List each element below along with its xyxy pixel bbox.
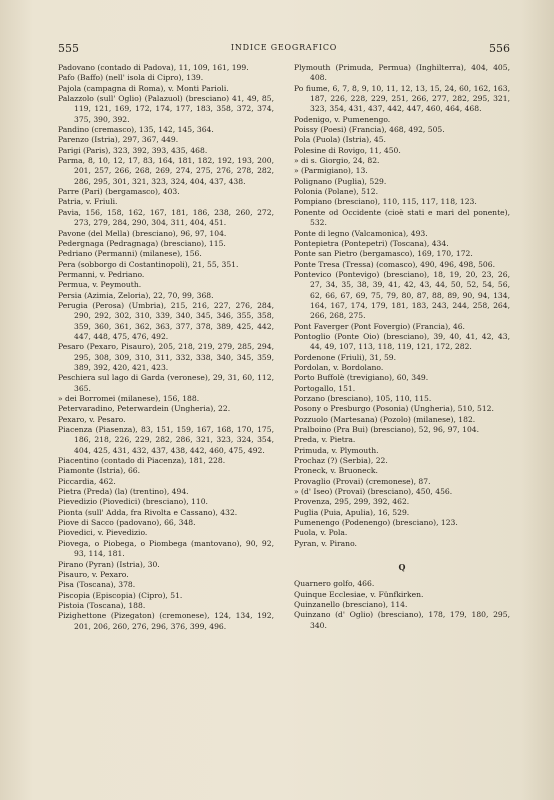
index-entry: Pont Faverger (Pont Fovergio) (Francia), 46. [294,321,465,331]
index-entry: Perugia (Perosa) (Umbria), 215, 216, 227, 276, 284, 290, 292, 302, 310, 339, 340, 345, 346, 355, 358, 359, 360, 361, 362, 363, 377, 378, 389, 425, 442, 447, 448, 475, 476, 492. [58,300,274,341]
index-entry: Parenzo (Istria), 297, 367, 449. [58,135,179,145]
index-entry: Quinzano (d' Oglio) (bresciano), 178, 179, 180, 295, 340. [294,610,510,630]
index-entry: Polignano (Puglia), 529. [294,176,387,186]
index-entry: Petervaradino, Peterwardein (Ungheria), 22. [58,404,231,414]
index-entry: Piamonte (Istria), 66. [58,466,141,476]
index-entry: » (Parmigiano), 13. [294,166,368,176]
running-title: INDICE GEOGRAFICO [230,43,338,52]
index-entry: Patria, v. Friuli. [58,197,118,207]
index-entry: » di s. Giorgio, 24, 82. [294,156,380,166]
index-entry: Parma, 8, 10, 12, 17, 83, 164, 181, 182, 192, 193, 200, 201, 257, 266, 268, 269, 274, 275, 276, 278, 282, 286, 295, 301, 321, 323, 324, 404, 437, 438. [58,156,274,186]
index-entry: Quarnero golfo, 466. [294,579,375,589]
index-entry: Persia (Azimia, Zeloria), 22, 70, 99, 368. [58,290,214,300]
index-entry: Porto Buffolè (trevigiano), 60, 349. [294,373,429,383]
index-entry: Plymouth (Primuda, Permua) (Inghilterra), 404, 405, 408. [294,63,510,83]
index-entry: Porzano (bresciano), 105, 110, 115. [294,394,432,403]
index-entry: Parigi (Paris), 323, 392, 393, 435, 468. [58,145,208,155]
index-entry: Pistoia (Toscana), 188. [58,600,146,610]
index-entry: Podenigo, v. Pumenengo. [294,114,391,124]
index-entry: Piovedici, v. Pievedizio. [58,528,148,538]
index-entry: Pompiano (bresciano), 110, 115, 117, 118, 123. [294,197,477,207]
index-entry: Piacenza (Piasenza), 83, 151, 159, 167, 168, 170, 175, 186, 218, 226, 229, 282, 286, 321, 323, 324, 354, 404, 425, 431, 432, 437, 438, 442, 460, 475, 492. [58,425,274,455]
index-entry: Ponte san Pietro (bergamasco), 169, 170, 172. [294,249,473,259]
index-entry: Primuda, v. Plymouth. [294,445,379,455]
section-letter-q: Q [398,562,406,573]
index-entry: Piovega, o Piobega, o Piombega (mantovano), 90, 92, 93, 114, 181. [58,538,274,559]
index-entry: Pisa (Toscana), 378. [58,580,136,590]
index-entry: Pafo (Baffo) (nell' isola di Cipro), 139. [58,73,204,83]
index-entry: Preda, v. Pietra. [294,435,356,445]
left-column [58,63,274,632]
index-entry: Pontepietra (Pontepetri) (Toscana), 434. [294,238,449,248]
index-entry: Provenza, 295, 299, 392, 462. [294,497,410,507]
index-entry: Piscopia (Episcopia) (Cipro), 51. [58,590,183,600]
index-entry: Pontevico (Pontevigo) (bresciano), 18, 19, 20, 23, 26, 27, 34, 35, 38, 39, 41, 42, 43, 44, 50, 52, 54, 56, 62, 66, 67, 69, 75, 79, 80, 87, 88, 89, 90, 94, 134, 164, 167, 174, 179, 181, 183, 243, 244, 258, 264, 266, 268, 275. [294,269,510,321]
index-entry: Pedriano (Permanni) (milanese), 156. [58,249,202,259]
index-entry: » dei Borromei (milanese), 156, 188. [58,394,200,403]
index-entry: Pola (Puola) (Istria), 45. [294,135,386,145]
index-entry: Puola, v. Pola. [294,528,348,538]
page-number-right: 556 [489,42,510,55]
index-entry: Parre (Pari) (bergamasco), 403. [58,187,180,197]
index-entry: Pandino (cremasco), 135, 142, 145, 364. [58,125,214,135]
page-number-left: 555 [58,42,79,55]
index-entry: Pozzuolo (Martesana) (Pozolo) (milanese), 182. [294,414,476,424]
index-entry: Peschiera sul lago di Garda (veronese), 29, 31, 60, 112, 365. [58,373,274,393]
index-entry: Padovano (contado di Padova), 11, 109, 161, 199. [58,63,249,72]
index-entry: Po fiume, 6, 7, 8, 9, 10, 11, 12, 13, 15, 24, 60, 162, 163, 187, 226, 228, 229, 251, 266, 277, 282, 295, 321, 323, 354, 431, 437, 442, 447, 460, 464, 468. [294,83,510,114]
page-header [58,42,510,58]
index-entry: Pizighettone (Pizegaton) (cremonese), 124, 134, 192, 201, 206, 260, 276, 296, 376, 399, 496. [58,611,274,631]
index-entry: » (d' Iseo) (Provai) (bresciano), 450, 456. [294,487,453,497]
index-entry: Puglia (Puia, Apulia), 16, 529. [294,507,410,517]
index-entry: Piccardia, 462. [58,476,116,486]
index-entry: Permanni, v. Pedriano. [58,269,145,279]
index-entry: Pera (sobborgo di Costantinopoli), 21, 55, 351. [58,259,239,269]
index-entry: Polesine di Rovigo, 11, 450. [294,145,401,155]
index-entry: Palazzolo (sull' Oglio) (Palazuol) (bresciano) 41, 49, 85, 119, 121, 169, 172, 174, 177, 183, 358, 372, 374, 375, 390, 392. [58,94,274,124]
index-entry: Pisauro, v. Pexaro. [58,569,129,579]
index-entry: Pavone (del Mella) (bresciano), 96, 97, 104. [58,228,227,238]
index-entry: Pievedizio (Piovedici) (bresciano), 110. [58,497,208,507]
index-entry: Poissy (Poesi) (Francia), 468, 492, 505. [294,125,445,135]
right-column-q-entries [294,579,510,631]
index-entry: Portogallo, 151. [294,383,356,393]
right-column [294,63,510,631]
index-entry: Pyran, v. Pirano. [294,538,357,548]
index-entry: Posony o Presburgo (Posonia) (Ungheria), 510, 512. [294,404,494,414]
right-column-p-entries [294,63,510,549]
index-entry: Ponente od Occidente (cioè stati e mari del ponente), 532. [294,207,510,228]
index-entry: Pionta (sull' Adda, fra Rivolta e Cassano), 432. [58,507,238,517]
index-entry: Quinque Ecclesiae, v. Fünfkirken. [294,589,424,599]
index-entry: Piove di Sacco (padovano), 66, 348. [58,518,196,528]
index-entry: Pexaro, v. Pesaro. [58,414,126,424]
index-entry: Ponte Tresa (Tressa) (comasco), 490, 496, 498, 506. [294,259,496,269]
index-entry: Pajola (campagna di Roma), v. Monti Parioli. [58,83,229,93]
index-entry: Prochaz (?) (Serbia), 22. [294,456,388,466]
index-entry: Polonia (Polane), 512. [294,187,379,197]
index-entry: Pirano (Pyran) (Istria), 30. [58,559,160,569]
index-entry: Quinzanello (bresciano), 114. [294,599,408,609]
index-entry: Pesaro (Pexaro, Pisauro), 205, 218, 219, 279, 285, 294, 295, 308, 309, 310, 311, 332, 338, 340, 345, 359, 389, 392, 420, 421, 423. [58,342,274,372]
index-entry: Pedergnaga (Pedragnaga) (bresciano), 115. [58,238,226,248]
index-entry: Pordolan, v. Bordolano. [294,362,384,372]
index-entry: Proneck, v. Bruoneck. [294,466,378,476]
index-entry: Pavia, 156, 158, 162, 167, 181, 186, 238, 260, 272, 273, 279, 284, 290, 304, 311, 404, 451. [58,207,274,228]
index-entry: Pordenone (Friuli), 31, 59. [294,352,397,362]
index-entry: Pumenengo (Podenengo) (bresciano), 123. [294,518,458,528]
index-entry: Pietra (Preda) (la) (trentino), 494. [58,487,189,497]
index-entry: Provaglio (Provai) (cremonese), 87. [294,476,431,486]
index-entry: Pontoglio (Ponte Oio) (bresciano), 39, 40, 41, 42, 43, 44, 49, 107, 113, 118, 119, 121, 172, 282. [294,331,510,352]
index-entry: Piacentino (contado di Piacenza), 181, 228. [58,456,226,466]
index-entry: Permua, v. Peymouth. [58,280,142,290]
index-entry: Ponte di legno (Valcamonica), 493. [294,228,428,238]
index-entry: Pralboino (Pra Bui) (bresciano), 52, 96, 97, 104. [294,425,480,435]
